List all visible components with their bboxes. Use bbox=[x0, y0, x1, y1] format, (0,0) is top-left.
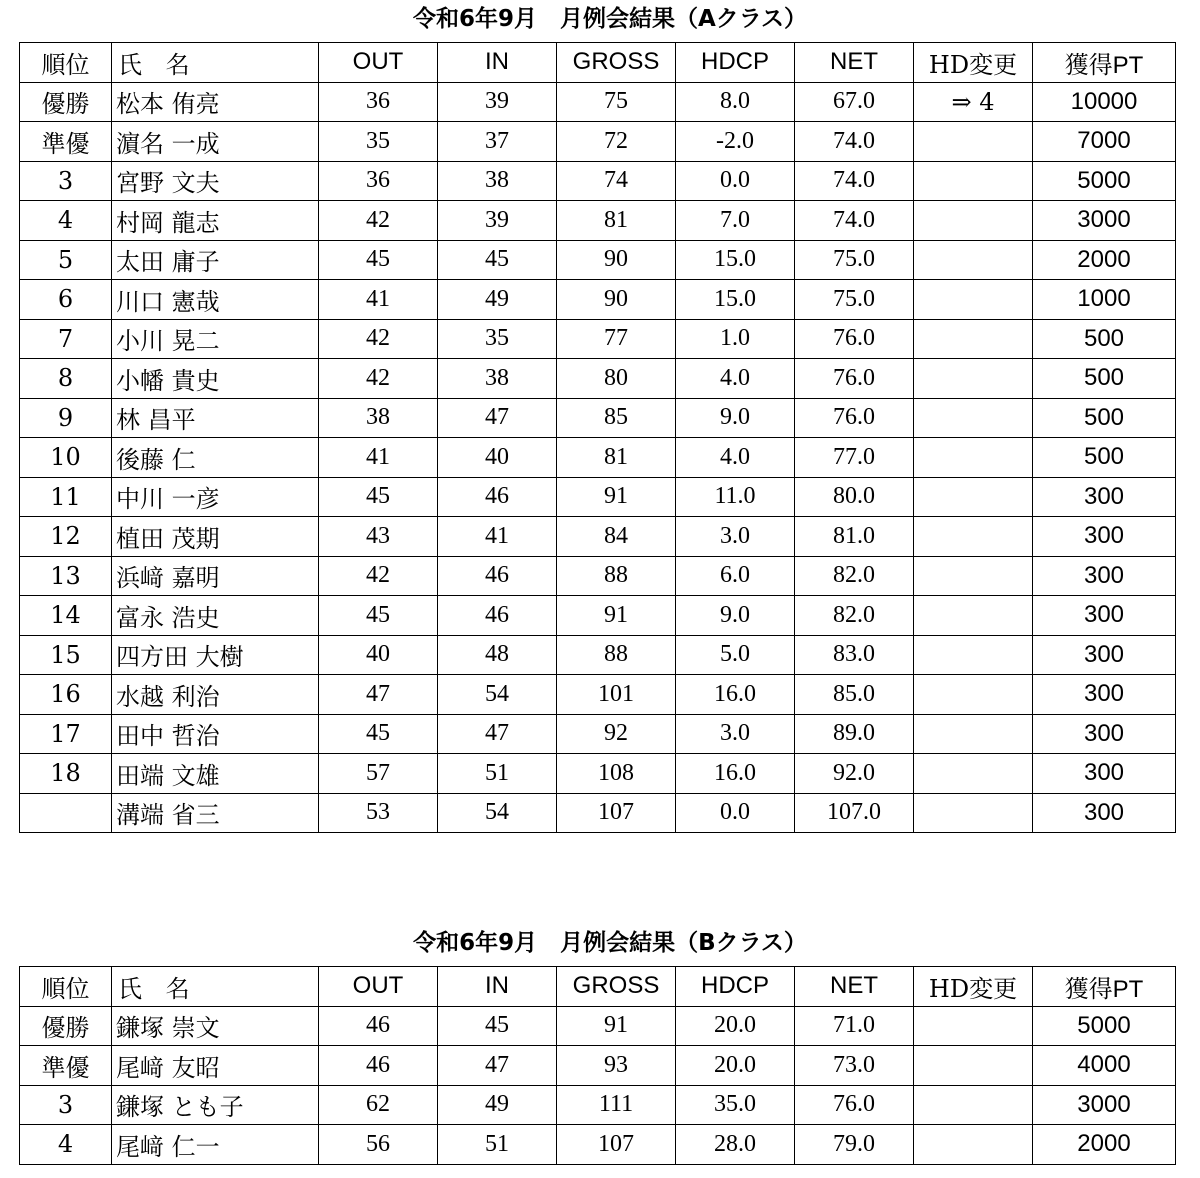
cell-hdcp: 35.0 bbox=[676, 1085, 795, 1125]
cell-hdcp: 0.0 bbox=[676, 161, 795, 201]
cell-rank: 13 bbox=[20, 556, 112, 596]
cell-net: 75.0 bbox=[795, 240, 914, 280]
table-row bbox=[20, 1125, 1176, 1165]
cell-hd-change bbox=[914, 477, 1033, 517]
cell-hdcp: 4.0 bbox=[676, 438, 795, 478]
cell-points: 500 bbox=[1033, 319, 1176, 359]
cell-points: 500 bbox=[1033, 359, 1176, 399]
cell-points: 500 bbox=[1033, 438, 1176, 478]
cell-net: 76.0 bbox=[795, 319, 914, 359]
header-hdcp: HDCP bbox=[676, 43, 795, 83]
cell-net: 76.0 bbox=[795, 1085, 914, 1125]
cell-points: 300 bbox=[1033, 556, 1176, 596]
cell-out: 35 bbox=[319, 122, 438, 162]
cell-hdcp: 16.0 bbox=[676, 754, 795, 794]
cell-name: 尾﨑 仁一 bbox=[112, 1125, 319, 1165]
cell-gross: 101 bbox=[557, 675, 676, 715]
table-row bbox=[20, 280, 1176, 320]
table-row bbox=[20, 596, 1176, 636]
table-row bbox=[20, 477, 1176, 517]
cell-name: 植田 茂期 bbox=[112, 517, 319, 557]
cell-out: 41 bbox=[319, 438, 438, 478]
header-net: NET bbox=[795, 43, 914, 83]
table-row bbox=[20, 438, 1176, 478]
cell-name: 太田 庸子 bbox=[112, 240, 319, 280]
cell-name: 鎌塚 とも子 bbox=[112, 1085, 319, 1125]
cell-rank bbox=[20, 793, 112, 833]
header-rank: 順位 bbox=[20, 43, 112, 83]
cell-hd-change bbox=[914, 240, 1033, 280]
cell-hdcp: 20.0 bbox=[676, 1006, 795, 1046]
cell-points: 500 bbox=[1033, 398, 1176, 438]
class-b-results-table bbox=[19, 966, 1176, 1165]
cell-gross: 77 bbox=[557, 319, 676, 359]
header-in: IN bbox=[438, 43, 557, 83]
cell-hd-change bbox=[914, 714, 1033, 754]
cell-hd-change bbox=[914, 438, 1033, 478]
cell-in: 45 bbox=[438, 1006, 557, 1046]
cell-hdcp: -2.0 bbox=[676, 122, 795, 162]
cell-net: 92.0 bbox=[795, 754, 914, 794]
cell-in: 39 bbox=[438, 82, 557, 122]
cell-in: 47 bbox=[438, 1046, 557, 1086]
cell-hd-change bbox=[914, 398, 1033, 438]
cell-net: 74.0 bbox=[795, 161, 914, 201]
cell-rank: 3 bbox=[20, 161, 112, 201]
cell-rank: 6 bbox=[20, 280, 112, 320]
cell-hdcp: 8.0 bbox=[676, 82, 795, 122]
cell-hdcp: 28.0 bbox=[676, 1125, 795, 1165]
cell-out: 42 bbox=[319, 556, 438, 596]
table-row bbox=[20, 635, 1176, 675]
cell-rank: 16 bbox=[20, 675, 112, 715]
cell-name: 尾﨑 友昭 bbox=[112, 1046, 319, 1086]
cell-name: 松本 侑亮 bbox=[112, 82, 319, 122]
cell-hd-change bbox=[914, 1046, 1033, 1086]
header-out: OUT bbox=[319, 43, 438, 83]
cell-gross: 81 bbox=[557, 438, 676, 478]
cell-out: 36 bbox=[319, 161, 438, 201]
cell-gross: 74 bbox=[557, 161, 676, 201]
cell-out: 42 bbox=[319, 201, 438, 241]
cell-hdcp: 15.0 bbox=[676, 240, 795, 280]
cell-gross: 90 bbox=[557, 240, 676, 280]
cell-gross: 72 bbox=[557, 122, 676, 162]
cell-gross: 85 bbox=[557, 398, 676, 438]
cell-in: 47 bbox=[438, 714, 557, 754]
cell-out: 53 bbox=[319, 793, 438, 833]
header-name: 氏 名 bbox=[112, 43, 319, 83]
cell-hd-change bbox=[914, 359, 1033, 399]
cell-points: 300 bbox=[1033, 793, 1176, 833]
cell-in: 41 bbox=[438, 517, 557, 557]
cell-hd-change bbox=[914, 161, 1033, 201]
cell-in: 37 bbox=[438, 122, 557, 162]
cell-name: 浜﨑 嘉明 bbox=[112, 556, 319, 596]
cell-points: 5000 bbox=[1033, 1006, 1176, 1046]
cell-net: 79.0 bbox=[795, 1125, 914, 1165]
cell-rank: 優勝 bbox=[20, 1006, 112, 1046]
cell-hd-change bbox=[914, 793, 1033, 833]
cell-rank: 12 bbox=[20, 517, 112, 557]
cell-points: 300 bbox=[1033, 596, 1176, 636]
cell-out: 43 bbox=[319, 517, 438, 557]
cell-in: 54 bbox=[438, 675, 557, 715]
table-row bbox=[20, 1085, 1176, 1125]
table-row bbox=[20, 398, 1176, 438]
cell-in: 35 bbox=[438, 319, 557, 359]
table-row bbox=[20, 517, 1176, 557]
header-net: NET bbox=[795, 967, 914, 1007]
cell-points: 300 bbox=[1033, 714, 1176, 754]
cell-net: 75.0 bbox=[795, 280, 914, 320]
cell-points: 5000 bbox=[1033, 161, 1176, 201]
cell-hd-change bbox=[914, 1085, 1033, 1125]
cell-rank: 11 bbox=[20, 477, 112, 517]
cell-rank: 10 bbox=[20, 438, 112, 478]
cell-hdcp: 9.0 bbox=[676, 398, 795, 438]
cell-net: 82.0 bbox=[795, 556, 914, 596]
cell-hd-change: ⇒ 4 bbox=[914, 82, 1033, 122]
cell-hd-change bbox=[914, 596, 1033, 636]
cell-gross: 91 bbox=[557, 477, 676, 517]
table-row bbox=[20, 161, 1176, 201]
cell-in: 51 bbox=[438, 754, 557, 794]
class-b-title: 令和6年9月 月例会結果（Bクラス） bbox=[413, 930, 807, 956]
cell-hdcp: 3.0 bbox=[676, 517, 795, 557]
class-b-header-row bbox=[20, 967, 1176, 1007]
cell-hdcp: 16.0 bbox=[676, 675, 795, 715]
cell-gross: 107 bbox=[557, 793, 676, 833]
cell-net: 76.0 bbox=[795, 359, 914, 399]
table-row bbox=[20, 240, 1176, 280]
cell-hdcp: 1.0 bbox=[676, 319, 795, 359]
cell-in: 51 bbox=[438, 1125, 557, 1165]
table-row bbox=[20, 319, 1176, 359]
table-row bbox=[20, 556, 1176, 596]
cell-out: 40 bbox=[319, 635, 438, 675]
table-row bbox=[20, 675, 1176, 715]
cell-name: 小川 晃二 bbox=[112, 319, 319, 359]
table-row bbox=[20, 793, 1176, 833]
cell-name: 濵名 一成 bbox=[112, 122, 319, 162]
cell-gross: 84 bbox=[557, 517, 676, 557]
cell-net: 71.0 bbox=[795, 1006, 914, 1046]
class-a-title: 令和6年9月 月例会結果（Aクラス） bbox=[412, 6, 808, 32]
cell-hd-change bbox=[914, 1125, 1033, 1165]
cell-rank: 7 bbox=[20, 319, 112, 359]
cell-rank: 14 bbox=[20, 596, 112, 636]
cell-hdcp: 7.0 bbox=[676, 201, 795, 241]
cell-in: 49 bbox=[438, 280, 557, 320]
cell-out: 57 bbox=[319, 754, 438, 794]
cell-gross: 93 bbox=[557, 1046, 676, 1086]
cell-in: 46 bbox=[438, 556, 557, 596]
header-hd-change: HD変更 bbox=[914, 967, 1033, 1007]
cell-gross: 75 bbox=[557, 82, 676, 122]
table-row bbox=[20, 359, 1176, 399]
cell-points: 1000 bbox=[1033, 280, 1176, 320]
cell-in: 48 bbox=[438, 635, 557, 675]
cell-name: 川口 憲哉 bbox=[112, 280, 319, 320]
cell-points: 2000 bbox=[1033, 240, 1176, 280]
cell-name: 後藤 仁 bbox=[112, 438, 319, 478]
table-row bbox=[20, 1046, 1176, 1086]
cell-rank: 9 bbox=[20, 398, 112, 438]
cell-gross: 80 bbox=[557, 359, 676, 399]
header-name: 氏 名 bbox=[112, 967, 319, 1007]
cell-out: 62 bbox=[319, 1085, 438, 1125]
cell-points: 2000 bbox=[1033, 1125, 1176, 1165]
cell-hd-change bbox=[914, 122, 1033, 162]
cell-hdcp: 4.0 bbox=[676, 359, 795, 399]
cell-points: 4000 bbox=[1033, 1046, 1176, 1086]
cell-name: 溝端 省三 bbox=[112, 793, 319, 833]
cell-in: 46 bbox=[438, 477, 557, 517]
cell-name: 宮野 文夫 bbox=[112, 161, 319, 201]
cell-hdcp: 9.0 bbox=[676, 596, 795, 636]
cell-gross: 81 bbox=[557, 201, 676, 241]
header-gross: GROSS bbox=[557, 43, 676, 83]
cell-name: 林 昌平 bbox=[112, 398, 319, 438]
cell-out: 42 bbox=[319, 359, 438, 399]
cell-out: 45 bbox=[319, 596, 438, 636]
cell-out: 36 bbox=[319, 82, 438, 122]
cell-name: 中川 一彦 bbox=[112, 477, 319, 517]
cell-hd-change bbox=[914, 556, 1033, 596]
cell-gross: 107 bbox=[557, 1125, 676, 1165]
cell-out: 38 bbox=[319, 398, 438, 438]
cell-name: 富永 浩史 bbox=[112, 596, 319, 636]
cell-out: 41 bbox=[319, 280, 438, 320]
table-row bbox=[20, 82, 1176, 122]
header-rank: 順位 bbox=[20, 967, 112, 1007]
cell-gross: 91 bbox=[557, 596, 676, 636]
cell-gross: 88 bbox=[557, 635, 676, 675]
cell-name: 小幡 貴史 bbox=[112, 359, 319, 399]
cell-rank: 準優 bbox=[20, 1046, 112, 1086]
cell-net: 107.0 bbox=[795, 793, 914, 833]
cell-out: 45 bbox=[319, 714, 438, 754]
cell-out: 42 bbox=[319, 319, 438, 359]
cell-points: 10000 bbox=[1033, 82, 1176, 122]
header-in: IN bbox=[438, 967, 557, 1007]
cell-name: 村岡 龍志 bbox=[112, 201, 319, 241]
cell-gross: 90 bbox=[557, 280, 676, 320]
header-points: 獲得PT bbox=[1033, 43, 1176, 83]
cell-points: 300 bbox=[1033, 754, 1176, 794]
cell-net: 67.0 bbox=[795, 82, 914, 122]
cell-out: 45 bbox=[319, 240, 438, 280]
cell-hd-change bbox=[914, 319, 1033, 359]
cell-hd-change bbox=[914, 1006, 1033, 1046]
cell-hd-change bbox=[914, 280, 1033, 320]
cell-net: 85.0 bbox=[795, 675, 914, 715]
cell-points: 3000 bbox=[1033, 1085, 1176, 1125]
cell-points: 300 bbox=[1033, 517, 1176, 557]
table-row bbox=[20, 201, 1176, 241]
cell-hdcp: 15.0 bbox=[676, 280, 795, 320]
cell-gross: 91 bbox=[557, 1006, 676, 1046]
cell-points: 3000 bbox=[1033, 201, 1176, 241]
header-points: 獲得PT bbox=[1033, 967, 1176, 1007]
header-hdcp: HDCP bbox=[676, 967, 795, 1007]
cell-net: 74.0 bbox=[795, 201, 914, 241]
cell-rank: 5 bbox=[20, 240, 112, 280]
cell-hd-change bbox=[914, 517, 1033, 557]
table-row bbox=[20, 122, 1176, 162]
cell-in: 38 bbox=[438, 359, 557, 399]
cell-out: 56 bbox=[319, 1125, 438, 1165]
class-a-results-table bbox=[19, 42, 1176, 833]
cell-net: 83.0 bbox=[795, 635, 914, 675]
cell-name: 四方田 大樹 bbox=[112, 635, 319, 675]
cell-net: 81.0 bbox=[795, 517, 914, 557]
cell-rank: 4 bbox=[20, 201, 112, 241]
table-row bbox=[20, 1006, 1176, 1046]
cell-hdcp: 5.0 bbox=[676, 635, 795, 675]
cell-rank: 準優 bbox=[20, 122, 112, 162]
class-a-header-row bbox=[20, 43, 1176, 83]
cell-rank: 4 bbox=[20, 1125, 112, 1165]
cell-gross: 88 bbox=[557, 556, 676, 596]
cell-in: 39 bbox=[438, 201, 557, 241]
cell-points: 300 bbox=[1033, 675, 1176, 715]
table-row bbox=[20, 714, 1176, 754]
cell-in: 54 bbox=[438, 793, 557, 833]
cell-out: 45 bbox=[319, 477, 438, 517]
cell-hd-change bbox=[914, 754, 1033, 794]
cell-hd-change bbox=[914, 201, 1033, 241]
cell-name: 田中 哲治 bbox=[112, 714, 319, 754]
cell-rank: 15 bbox=[20, 635, 112, 675]
cell-gross: 92 bbox=[557, 714, 676, 754]
cell-net: 74.0 bbox=[795, 122, 914, 162]
cell-out: 47 bbox=[319, 675, 438, 715]
cell-rank: 優勝 bbox=[20, 82, 112, 122]
cell-points: 300 bbox=[1033, 477, 1176, 517]
cell-name: 田端 文雄 bbox=[112, 754, 319, 794]
cell-net: 82.0 bbox=[795, 596, 914, 636]
cell-out: 46 bbox=[319, 1046, 438, 1086]
cell-in: 49 bbox=[438, 1085, 557, 1125]
cell-net: 80.0 bbox=[795, 477, 914, 517]
cell-gross: 111 bbox=[557, 1085, 676, 1125]
cell-in: 40 bbox=[438, 438, 557, 478]
cell-in: 45 bbox=[438, 240, 557, 280]
cell-hd-change bbox=[914, 675, 1033, 715]
cell-points: 7000 bbox=[1033, 122, 1176, 162]
cell-rank: 8 bbox=[20, 359, 112, 399]
cell-rank: 3 bbox=[20, 1085, 112, 1125]
cell-hdcp: 20.0 bbox=[676, 1046, 795, 1086]
cell-hdcp: 11.0 bbox=[676, 477, 795, 517]
cell-hdcp: 6.0 bbox=[676, 556, 795, 596]
cell-hd-change bbox=[914, 635, 1033, 675]
cell-in: 47 bbox=[438, 398, 557, 438]
cell-out: 46 bbox=[319, 1006, 438, 1046]
cell-name: 水越 利治 bbox=[112, 675, 319, 715]
cell-name: 鎌塚 崇文 bbox=[112, 1006, 319, 1046]
cell-points: 300 bbox=[1033, 635, 1176, 675]
cell-net: 89.0 bbox=[795, 714, 914, 754]
cell-in: 38 bbox=[438, 161, 557, 201]
cell-rank: 18 bbox=[20, 754, 112, 794]
header-gross: GROSS bbox=[557, 967, 676, 1007]
cell-gross: 108 bbox=[557, 754, 676, 794]
cell-net: 73.0 bbox=[795, 1046, 914, 1086]
cell-rank: 17 bbox=[20, 714, 112, 754]
header-out: OUT bbox=[319, 967, 438, 1007]
cell-net: 77.0 bbox=[795, 438, 914, 478]
cell-net: 76.0 bbox=[795, 398, 914, 438]
cell-hdcp: 3.0 bbox=[676, 714, 795, 754]
table-row bbox=[20, 754, 1176, 794]
cell-hdcp: 0.0 bbox=[676, 793, 795, 833]
cell-in: 46 bbox=[438, 596, 557, 636]
header-hd-change: HD変更 bbox=[914, 43, 1033, 83]
